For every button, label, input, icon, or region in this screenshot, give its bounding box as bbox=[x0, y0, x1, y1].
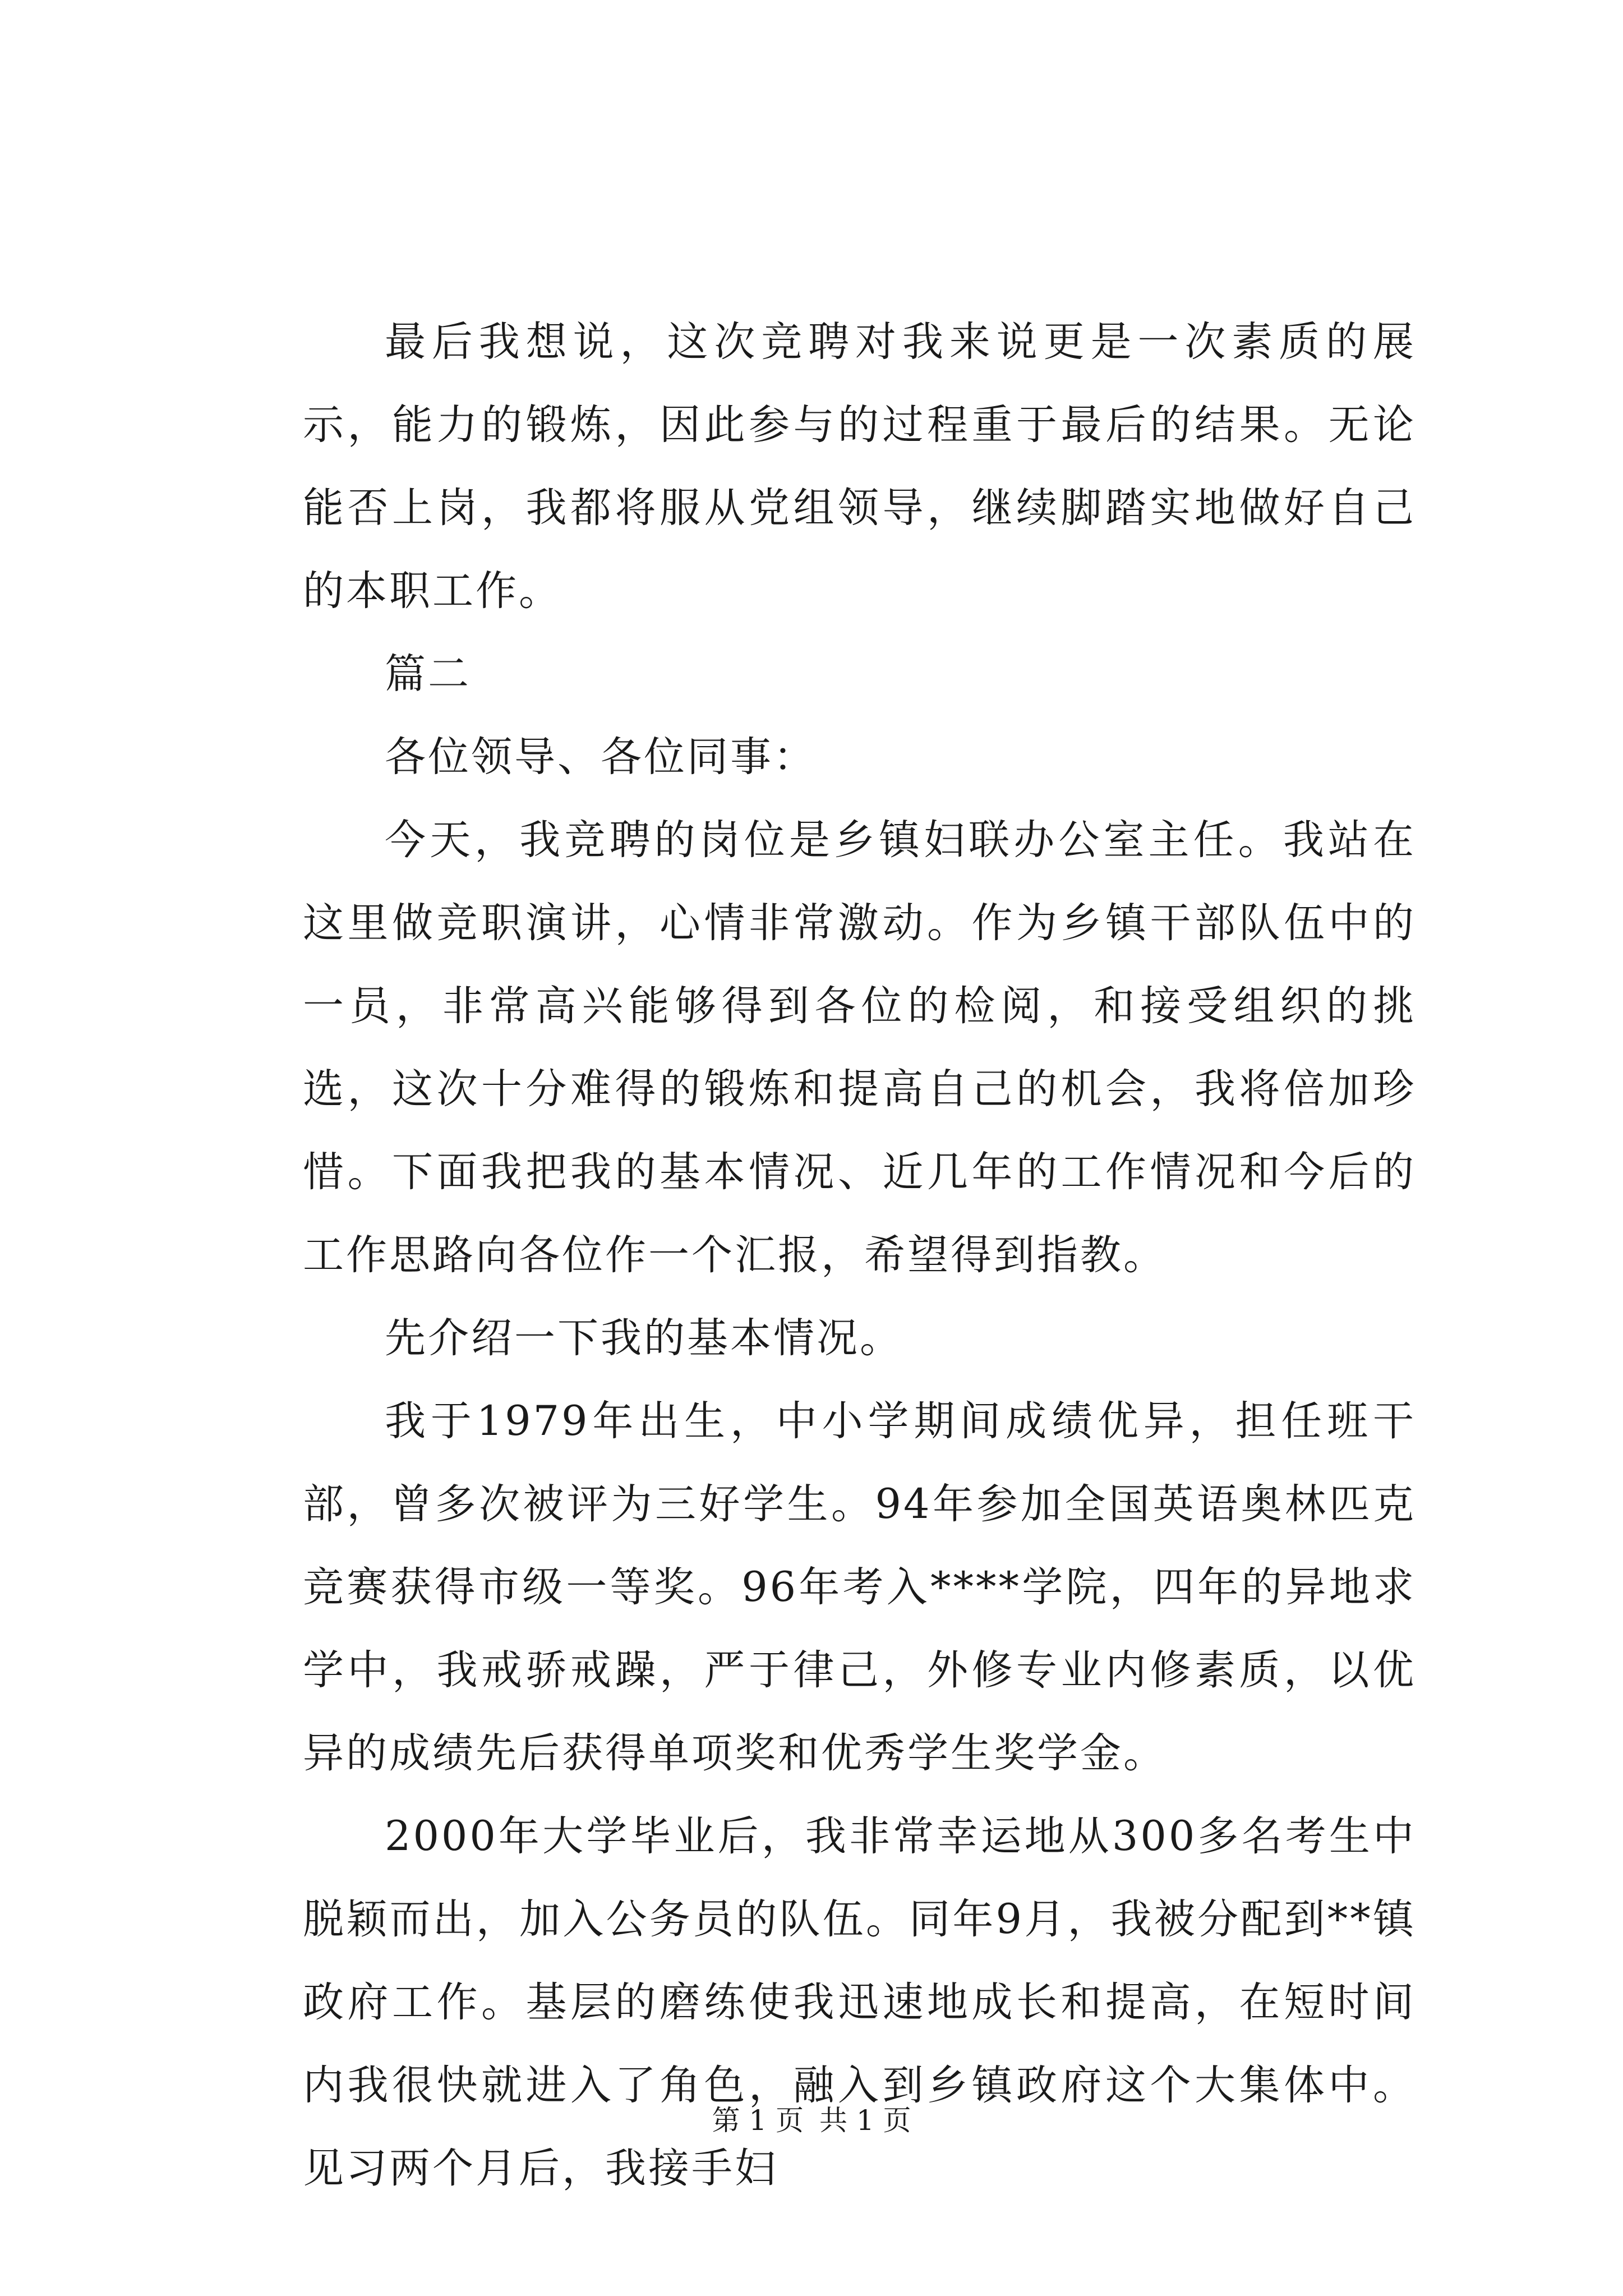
document-body bbox=[303, 301, 1416, 2210]
paragraph-basic-info-heading: 先介绍一下我的基本情况。 bbox=[385, 1314, 903, 1362]
paragraph-closing: 最后我想说，这次竞聘对我来说更是一次素质的展示，能力的锻炼，因此参与的过程重于最后的结果。无论能否上岗，我都将服从党组领导，继续脚踏实地做好自己的本职工作。 bbox=[303, 318, 1416, 615]
page-number: 第 1 页 bbox=[712, 2104, 804, 2137]
section-heading: 篇二 bbox=[385, 650, 471, 698]
page-footer bbox=[0, 2098, 1623, 2138]
paragraph-introduction: 今天，我竞聘的岗位是乡镇妇联办公室主任。我站在这里做竞职演讲，心情非常激动。作为乡镇干部队伍中的一员，非常高兴能够得到各位的检阅，和接受组织的挑选，这次十分难得的锻炼和提高自己的机会，我将倍加珍惜。下面我把我的基本情况、近几年的工作情况和今后的工作思路向各位作一个汇报，希望得到指教。 bbox=[303, 816, 1416, 1279]
page-total: 共 1 页 bbox=[819, 2104, 911, 2137]
salutation: 各位领导、各位同事： bbox=[385, 733, 817, 781]
paragraph-career: 2000年大学毕业后，我非常幸运地从300多名考生中脱颖而出，加入公务员的队伍。同年9月，我被分配到**镇政府工作。基层的磨练使我迅速地成长和提高，在短时间内我很快就进入了角色，融入到乡镇政府这个大集体中。见习两个月后，我接手妇 bbox=[303, 1812, 1416, 2192]
paragraph-education: 我于1979年出生，中小学期间成绩优异，担任班干部，曾多次被评为三好学生。94年参加全国英语奥林匹克竞赛获得市级一等奖。96年考入****学院，四年的异地求学中，我戒骄戒躁，严于律己，外修专业内修素质，以优异的成绩先后获得单项奖和优秀学生奖学金。 bbox=[303, 1397, 1416, 1777]
